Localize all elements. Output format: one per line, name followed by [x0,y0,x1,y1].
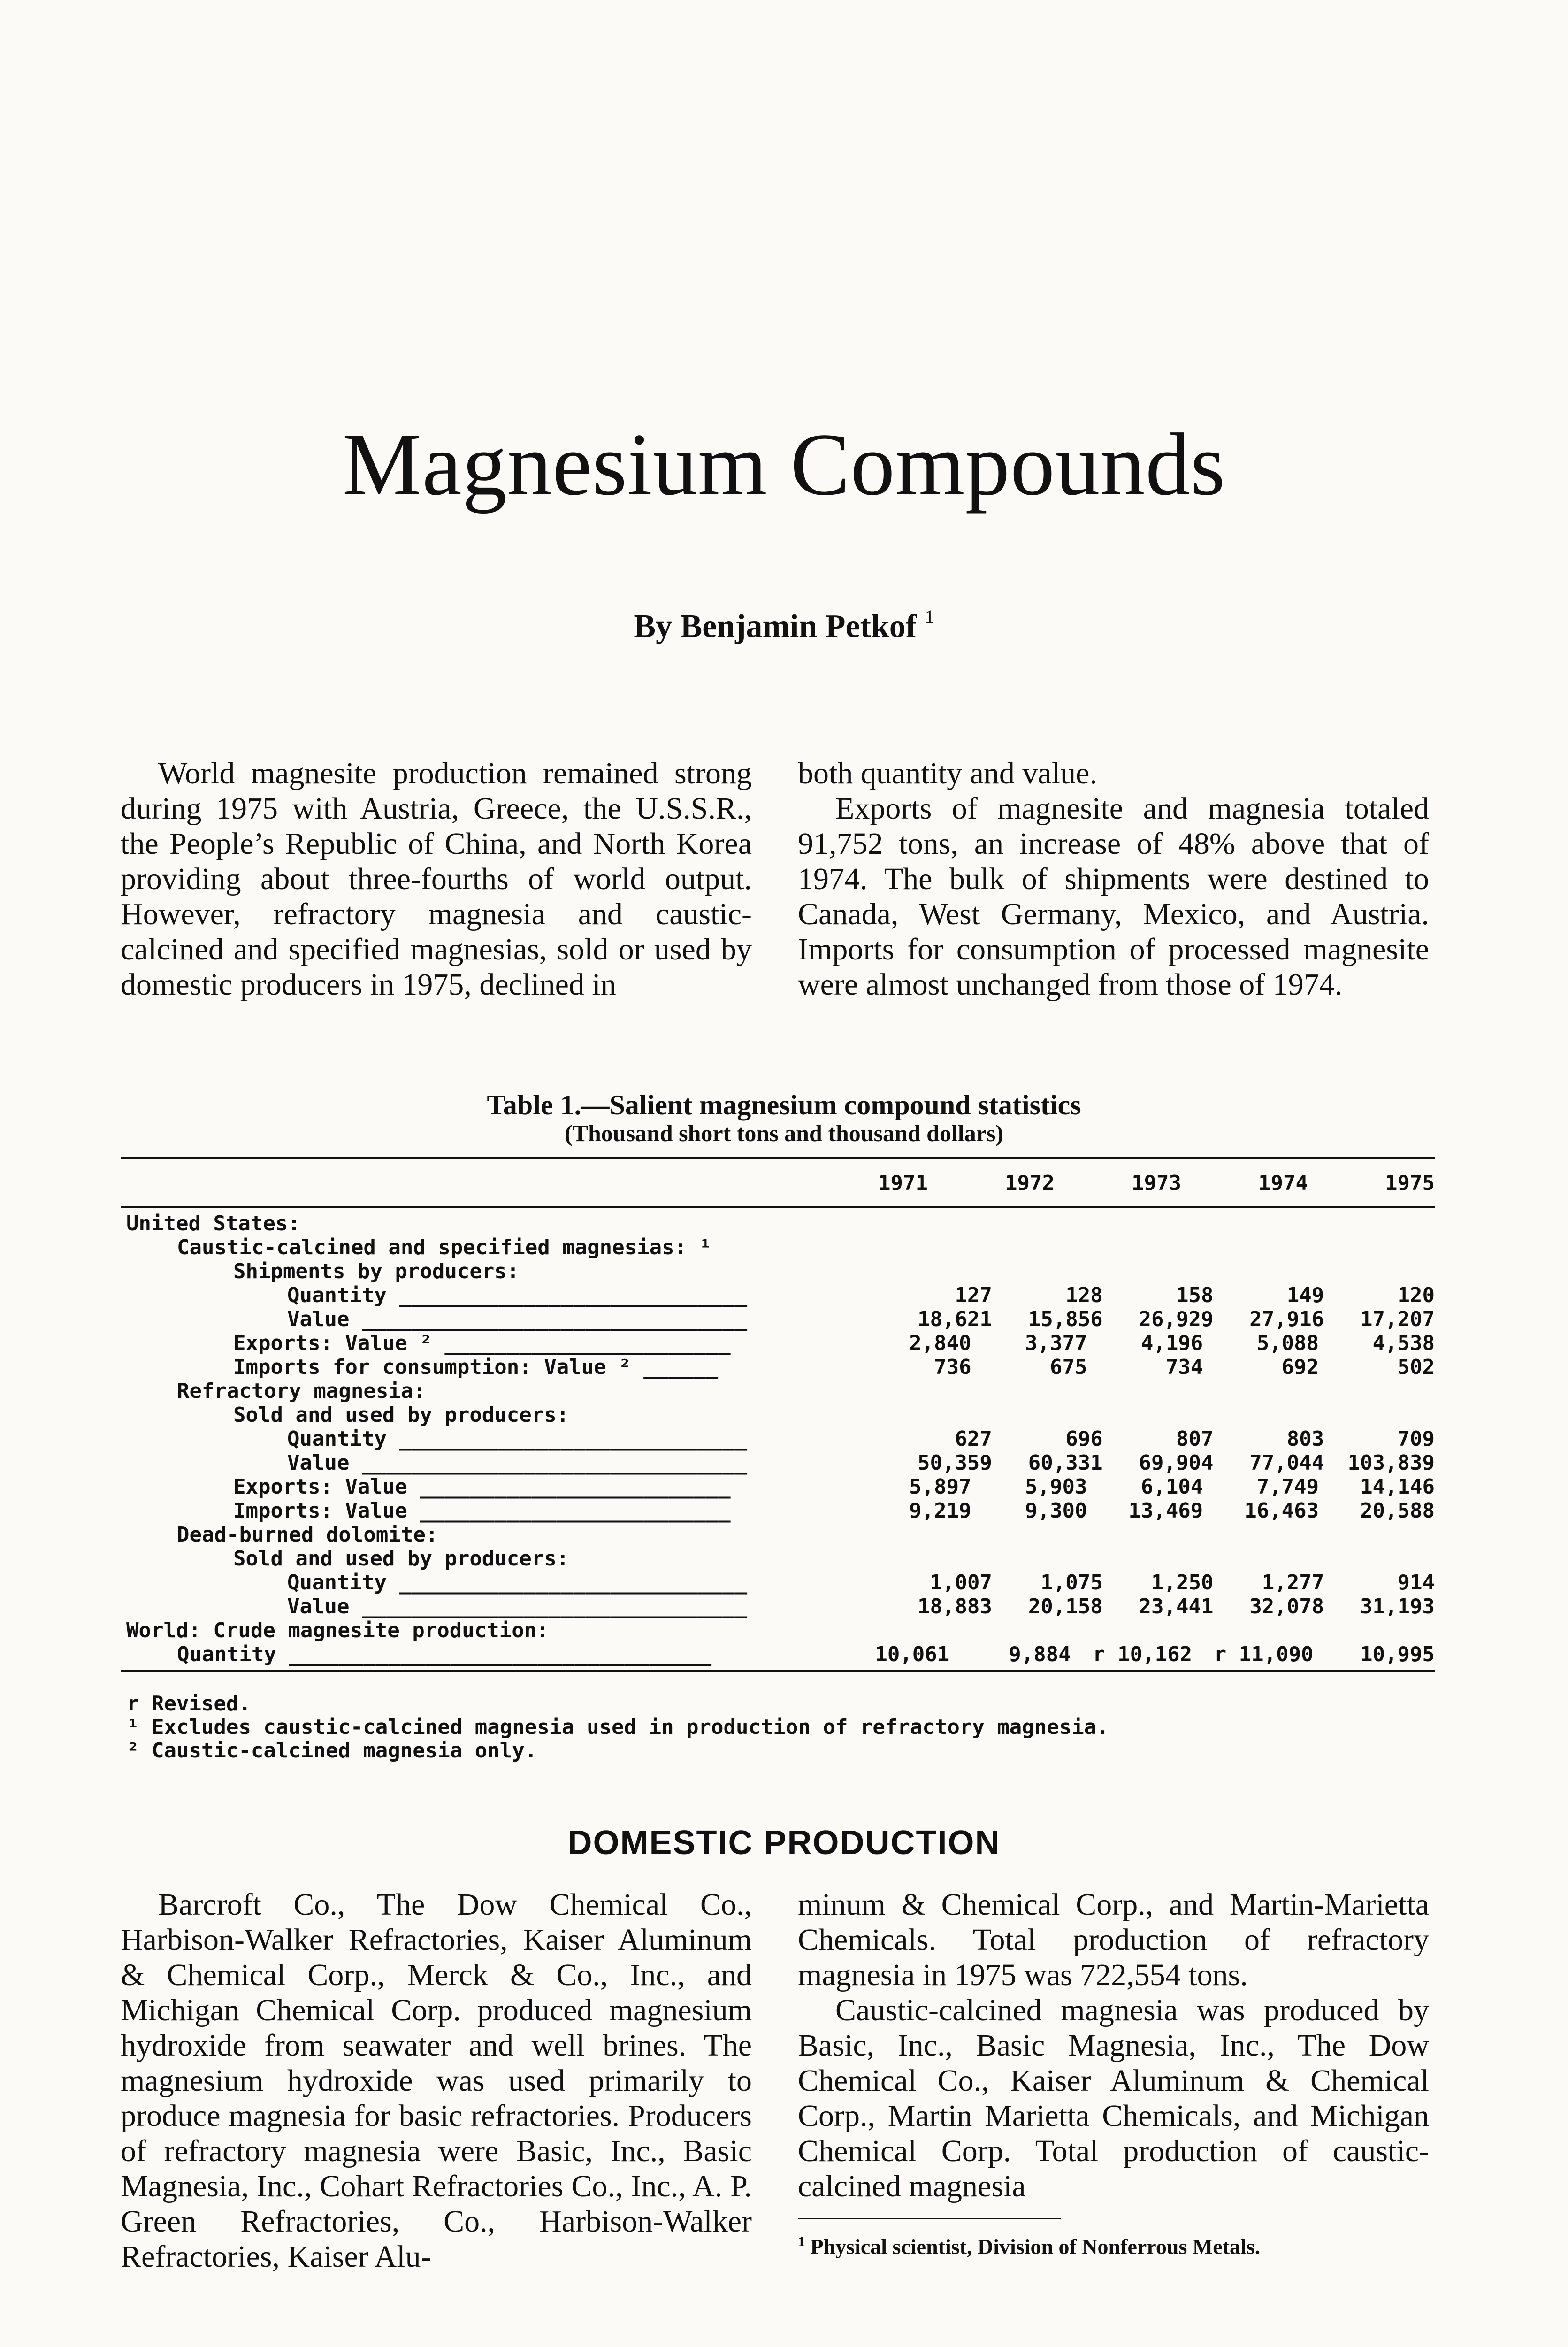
statistics-table [121,1157,1435,1672]
row-label: Quantity ____________________________ [287,1571,748,1595]
row-value [1071,1523,1192,1547]
row-value: 3,377 [1025,1331,1087,1355]
row-value: 31,193 [1360,1595,1435,1618]
year-header: 1972 [1005,1171,1055,1195]
row-value: 27,916 [1249,1307,1324,1331]
table-bottom-rule [121,1670,1435,1672]
row-value [1071,1235,1192,1259]
row-value [1071,1379,1192,1403]
domestic-right-column [798,1887,1429,2260]
row-label: Refractory magnesia: [177,1379,426,1403]
table-row [121,1595,1435,1618]
row-value: 20,588 [1360,1499,1435,1523]
table-note: r Revised. [127,1692,251,1716]
row-value [1192,1379,1313,1403]
row-value [1087,1259,1203,1283]
domestic-paragraph-1-continued: minum & Chemical Corp., and Martin-Marietta Chemicals. Total production of refractory magnesia in 1975 was 722,554 tons. [798,1887,1429,1992]
row-label: World: Crude magnesite production: [126,1618,549,1642]
row-value [804,1618,930,1642]
row-label: Exports: Value _________________________ [233,1475,731,1499]
row-value: 692 [1281,1355,1319,1379]
row-value: 77,044 [1249,1451,1324,1475]
row-value: 158 [1176,1283,1214,1307]
row-value: 50,359 [917,1451,992,1475]
author-footnote-mark: 1 [925,606,934,627]
table-row [121,1618,1435,1642]
row-label: Value _______________________________ [287,1595,748,1618]
row-value: 127 [955,1283,992,1307]
row-value: r 11,090 [1214,1642,1314,1666]
year-header: 1974 [1258,1171,1308,1195]
row-value: 709 [1397,1427,1435,1451]
row-label: Sold and used by producers: [233,1403,569,1427]
row-value [949,1379,1071,1403]
domestic-paragraph-2: Caustic-calcined magnesia was produced by Basic, Inc., Basic Magnesia, Inc., The Dow Chemical Co., Kaiser Aluminum & Chemical Corp., Martin Marietta Chemicals, and Michigan Chemical Corp. Total production of caustic-calcined magnesia [798,1993,1429,2203]
row-value: 15,856 [1028,1307,1103,1331]
table-row [121,1379,1435,1403]
row-value: r 10,162 [1093,1642,1193,1666]
table-row [121,1571,1435,1595]
row-value [1203,1547,1319,1571]
document-title: Magnesium Compounds [342,415,1226,514]
table-row [121,1403,1435,1427]
row-value [971,1259,1087,1283]
table-title: Table 1.—Salient magnesium compound statistics [487,1089,1081,1120]
row-value [1056,1618,1182,1642]
row-value: 734 [1165,1355,1203,1379]
row-value [1087,1403,1203,1427]
row-value: 5,897 [909,1475,971,1499]
row-value: 696 [1065,1427,1103,1451]
table-row [121,1283,1435,1307]
year-header: 1975 [1385,1171,1435,1195]
row-label: Quantity ____________________________ [287,1427,748,1451]
row-label: Quantity ____________________________ [287,1283,748,1307]
footnote-rule [798,2218,1061,2219]
row-value [949,1523,1071,1547]
row-value [1319,1547,1435,1571]
row-value: 7,749 [1256,1475,1319,1499]
section-heading: DOMESTIC PRODUCTION [567,1824,1001,1862]
row-value: 20,158 [1028,1595,1103,1618]
year-header: 1973 [1132,1171,1181,1195]
row-value [856,1259,971,1283]
row-value [1192,1523,1313,1547]
row-value [971,1547,1087,1571]
row-value: 502 [1397,1355,1435,1379]
table-row [121,1451,1435,1475]
table-row [121,1642,1435,1666]
row-value [1314,1235,1435,1259]
row-value [930,1212,1056,1235]
table-row [121,1547,1435,1571]
row-label: Imports: Value _________________________ [233,1499,731,1523]
row-value [1192,1235,1313,1259]
table-note: ² Caustic-calcined magnesia only. [127,1739,537,1763]
row-value: 128 [1065,1283,1103,1307]
row-value: 4,196 [1140,1331,1203,1355]
row-value [971,1403,1087,1427]
row-value: 914 [1397,1571,1435,1595]
row-value: 120 [1397,1283,1435,1307]
row-value [1182,1212,1308,1235]
row-value [1319,1259,1435,1283]
table-row [121,1523,1435,1547]
row-value: 103,839 [1347,1451,1435,1475]
row-label: Imports for consumption: Value ² ______ [233,1355,719,1379]
row-value [828,1379,949,1403]
row-value: 6,104 [1140,1475,1203,1499]
row-value [828,1235,949,1259]
row-value: 17,207 [1360,1307,1435,1331]
footnote-text: Physical scientist, Division of Nonferrous Metals. [810,2234,1261,2259]
domestic-paragraph-1: Barcroft Co., The Dow Chemical Co., Harbison-Walker Refractories, Kaiser Aluminum & Chemical Corp., Merck & Co., Inc., and Michigan Chemical Corp. produced magnesium hydroxide from seawater and well brines. The magnesium hydroxide was used primarily to produce magnesia for basic refractories. Producers of refractory magnesia were Basic, Inc., Basic Magnesia, Inc., Cohart Refractories Co., Inc., A. P. Green Refractories, Co., Harbison-Walker Refractories, Kaiser Alu- [121,1887,752,2274]
intro-paragraph-1: World magnesite production remained strong during 1975 with Austria, Greece, the U.S.S.R., the People’s Republic of China, and North Korea providing about three-fourths of world output. However, refractory magnesia and caustic-calcined and specified magnesias, sold or used by domestic producers in 1975, declined in [121,756,752,1002]
row-value [1308,1618,1435,1642]
row-value: 1,075 [1040,1571,1103,1595]
row-value: 16,463 [1244,1499,1319,1523]
footnote [798,2229,1429,2260]
row-value: 2,840 [909,1331,971,1355]
row-value: 13,469 [1128,1499,1203,1523]
row-value [1314,1523,1435,1547]
row-value: 9,884 [1009,1642,1071,1666]
row-value: 9,219 [909,1499,971,1523]
table-row [121,1307,1435,1331]
row-value: 69,904 [1139,1451,1214,1475]
row-value: 26,929 [1139,1307,1214,1331]
row-value: 149 [1286,1283,1324,1307]
row-value: 10,061 [875,1642,950,1666]
row-label: Exports: Value ² _______________________ [233,1331,731,1355]
row-value: 627 [955,1427,992,1451]
row-value: 10,995 [1360,1642,1435,1666]
row-value: 1,250 [1151,1571,1214,1595]
table-note: ¹ Excludes caustic-calcined magnesia used in production of refractory magnesia. [127,1715,1109,1739]
row-label: Value _______________________________ [287,1307,748,1331]
footnote-mark: 1 [798,2234,805,2249]
row-value: 803 [1286,1427,1324,1451]
row-value: 4,538 [1372,1331,1435,1355]
intro-right-column [798,756,1429,1002]
year-header: 1971 [878,1171,928,1195]
author-byline [0,606,1568,645]
table-row [121,1212,1435,1235]
row-value: 1,277 [1262,1571,1324,1595]
row-label: Sold and used by producers: [233,1547,569,1571]
intro-left-column [121,756,752,1002]
row-value: 675 [1049,1355,1087,1379]
table-row [121,1475,1435,1499]
row-value: 14,146 [1360,1475,1435,1499]
table-row [121,1355,1435,1379]
row-label: Value _______________________________ [287,1451,748,1475]
author-name: By Benjamin Petkof [634,608,917,644]
row-value [856,1547,971,1571]
table-row [121,1259,1435,1283]
domestic-left-column [121,1887,752,2274]
table-subtitle: (Thousand short tons and thousand dollars) [564,1120,1004,1146]
row-value [1314,1379,1435,1403]
row-value [1056,1212,1182,1235]
row-label: Shipments by producers: [233,1259,520,1283]
row-value [1308,1212,1435,1235]
row-value: 5,088 [1256,1331,1319,1355]
row-value: 32,078 [1249,1595,1324,1618]
row-value [1182,1618,1308,1642]
row-value: 1,007 [930,1571,992,1595]
row-value: 736 [934,1355,971,1379]
row-value: 60,331 [1028,1451,1103,1475]
row-value: 807 [1176,1427,1214,1451]
table-row [121,1235,1435,1259]
row-value [1203,1259,1319,1283]
table-notes [127,1692,1109,1763]
table-row [121,1427,1435,1451]
row-value [828,1523,949,1547]
table-row [121,1331,1435,1355]
row-value [1087,1547,1203,1571]
row-value: 18,883 [917,1595,992,1618]
table-body [121,1208,1435,1666]
row-value: 5,903 [1025,1475,1087,1499]
row-value [949,1235,1071,1259]
row-value: 18,621 [917,1307,992,1331]
row-value [804,1212,930,1235]
row-value: 23,441 [1139,1595,1214,1618]
row-value [1319,1403,1435,1427]
intro-paragraph-1-continued: both quantity and value. [798,756,1097,790]
row-value [930,1618,1056,1642]
row-label: Dead-burned dolomite: [177,1523,438,1547]
table-row [121,1499,1435,1523]
table-header-row [121,1159,1435,1206]
row-label: United States: [126,1212,300,1235]
row-value [856,1403,971,1427]
row-label: Caustic-calcined and specified magnesias: ¹ [177,1235,712,1259]
row-value: 9,300 [1025,1499,1087,1523]
intro-paragraph-2: Exports of magnesite and magnesia totaled 91,752 tons, an increase of 48% above that of 1974. The bulk of shipments were destined to Canada, West Germany, Mexico, and Austria. Imports for consumption of processed magnesite were almost unchanged from those of 1974. [798,791,1429,1002]
row-label: Quantity __________________________________ [177,1642,712,1666]
row-value [1203,1403,1319,1427]
